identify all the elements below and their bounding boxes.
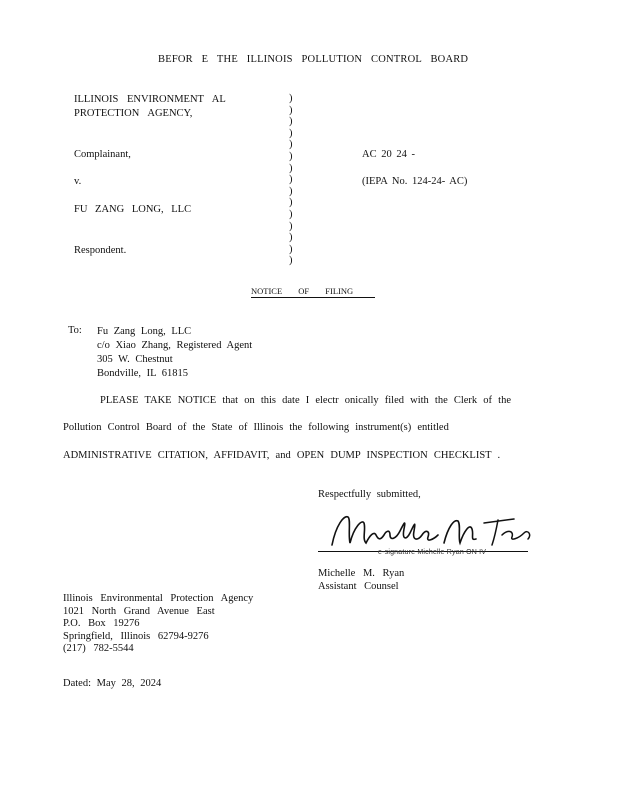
body-line-2: Pollution Control Board of the State of Illinois the following instrument(s) entitled bbox=[63, 422, 449, 433]
agency-address-line: P.O. Box 19276 bbox=[63, 618, 140, 629]
agency-address-line: Springfield, Illinois 62794-9276 bbox=[63, 630, 209, 642]
bracket-mark: ) bbox=[289, 150, 293, 162]
bracket-mark: ) bbox=[289, 139, 293, 151]
bracket-mark: ) bbox=[289, 174, 293, 186]
addressee-line: 305 W. Chestnut bbox=[97, 354, 173, 365]
addressee-block bbox=[97, 325, 252, 381]
caption-bracket bbox=[289, 93, 297, 267]
bracket-mark: ) bbox=[289, 116, 293, 128]
addressee-line: Bondville, IL 61815 bbox=[97, 368, 189, 379]
notice-title: NOTICE OF FILING bbox=[251, 286, 375, 298]
signer-title: Assistant Counsel bbox=[318, 581, 399, 592]
bracket-mark: ) bbox=[289, 243, 293, 255]
bracket-mark: ) bbox=[289, 255, 293, 267]
case-caption bbox=[74, 93, 226, 121]
bracket-mark: ) bbox=[289, 127, 293, 139]
case-number: AC 20 24 - bbox=[362, 149, 415, 160]
bracket-mark: ) bbox=[289, 220, 293, 232]
respondent-label: Respondent. bbox=[74, 245, 127, 256]
bracket-mark: ) bbox=[289, 93, 293, 104]
body-line-1: PLEASE TAKE NOTICE that on this date I electr onically filed with the Clerk of the bbox=[100, 395, 512, 406]
addressee-line: Fu Zang Long, LLC bbox=[97, 326, 192, 337]
respondent-name: FU ZANG LONG, LLC bbox=[74, 204, 192, 215]
signer-block bbox=[318, 567, 404, 593]
body-line-3: ADMINISTRATIVE CITATION, AFFIDAVIT, and OPEN DUMP INSPECTION CHECKLIST . bbox=[63, 450, 501, 461]
signer-name: Michelle M. Ryan bbox=[318, 568, 405, 579]
agency-address-line: 1021 North Grand Avenue East bbox=[63, 605, 215, 617]
to-label: To: bbox=[68, 325, 82, 336]
e-signature-stamp: e-signature Michelle Ryan ON IV bbox=[378, 549, 487, 556]
bracket-mark: ) bbox=[289, 208, 293, 220]
versus-label: v. bbox=[74, 176, 82, 187]
addressee-line: c/o Xiao Zhang, Registered Agent bbox=[97, 340, 253, 351]
document-title: BEFOR E THE ILLINOIS POLLUTION CONTROL BOARD bbox=[158, 54, 469, 65]
bracket-mark: ) bbox=[289, 185, 293, 197]
agency-address-line: (217) 782-5544 bbox=[63, 643, 134, 654]
complainant-label: Complainant, bbox=[74, 149, 131, 160]
date-line: Dated: May 28, 2024 bbox=[63, 678, 162, 689]
bracket-mark: ) bbox=[289, 232, 293, 244]
complainant-name-line-1: ILLINOIS ENVIRONMENT AL bbox=[74, 94, 226, 105]
bracket-mark: ) bbox=[289, 197, 293, 209]
closing-text: Respectfully submitted, bbox=[318, 489, 421, 500]
iepa-number: (IEPA No. 124-24- AC) bbox=[362, 176, 468, 187]
agency-address bbox=[63, 593, 253, 656]
signature-area bbox=[318, 505, 538, 565]
bracket-mark: ) bbox=[289, 162, 293, 174]
complainant-name-line-2: PROTECTION AGENCY, bbox=[74, 108, 193, 119]
bracket-mark: ) bbox=[289, 104, 293, 116]
agency-address-line: Illinois Environmental Protection Agency bbox=[63, 593, 254, 604]
handwritten-signature bbox=[318, 505, 538, 555]
